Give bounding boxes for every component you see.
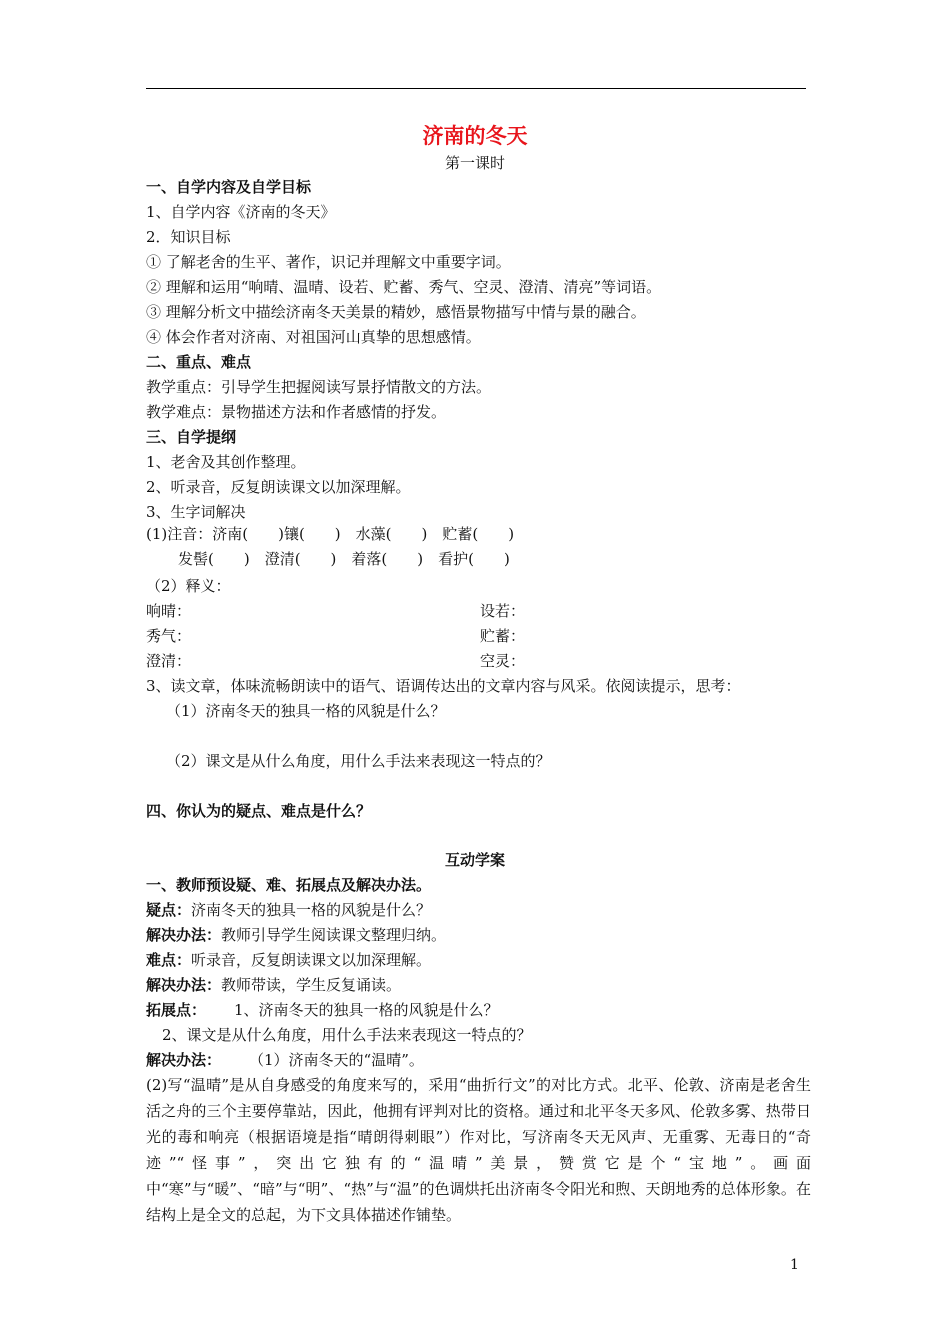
doubt-label: 疑点： (146, 901, 192, 919)
header-rule (146, 88, 806, 89)
definition-term: 空灵： (480, 652, 526, 670)
difficulty-label: 难点： (146, 951, 192, 969)
page-title: 济南的冬天 (422, 123, 528, 148)
s3-line4: 3、读文章，体味流畅朗读中的语气、语调传达出的文章内容与风采。依阅读提示，思考： (146, 677, 741, 695)
s3-line3: 3、生字词解决 (146, 503, 246, 521)
question-1: （1）济南冬天的独具一格的风貌是什么？ (166, 702, 446, 720)
solution-row-2 (146, 975, 401, 995)
s1-line5: ③ 理解分析文中描绘济南冬天美景的精妙，感悟景物描写中情与景的融合。 (146, 303, 646, 321)
pinyin-row-1: (1)注音：济南( )镶( ) 水藻( ) 贮蓄( ) (146, 525, 515, 543)
definition-term: 贮蓄： (480, 627, 526, 645)
s1-line3: ① 了解老舍的生平、著作，识记并理解文中重要字词。 (146, 253, 511, 271)
difficulty-text: 听录音，反复朗读课文以加深理解。 (191, 951, 432, 969)
s3-line2: 2、听录音，反复朗读课文以加深理解。 (146, 478, 411, 496)
extension-label: 拓展点： (146, 1001, 207, 1019)
doubt-text: 济南冬天的独具一格的风貌是什么？ (191, 901, 432, 919)
s3-line1: 1、老舍及其创作整理。 (146, 453, 306, 471)
definition-term: 设若： (480, 602, 526, 620)
s1-line1: 1、自学内容《济南的冬天》 (146, 203, 336, 221)
s1-line2: 2．知识目标 (146, 228, 231, 246)
solution-text: 教师带读，学生反复诵读。 (221, 976, 402, 994)
definition-term: 响晴： (146, 602, 192, 620)
extension-text: 1、济南冬天的独具一格的风貌是什么？ (234, 1001, 499, 1019)
difficulty-row (146, 950, 431, 970)
section1-heading: 一、自学内容及自学目标 (146, 178, 312, 196)
s2-line2: 教学难点：景物描述方法和作者感情的抒发。 (146, 403, 447, 421)
s1-line6: ④ 体会作者对济南、对祖国河山真挚的思想感情。 (146, 328, 481, 346)
question-2: （2）课文是从什么角度，用什么手法来表现这一特点的？ (166, 752, 551, 770)
page-subtitle: 第一课时 (444, 154, 505, 172)
section4-heading: 四、你认为的疑点、难点是什么？ (146, 802, 372, 820)
pinyin-row-2: 发髻( ) 澄清( ) 着落( ) 看护( ) (178, 550, 510, 568)
extension-text-2: 2、课文是从什么角度，用什么手法来表现这一特点的？ (162, 1026, 532, 1044)
interactive-subheading: 一、教师预设疑、难、拓展点及解决办法。 (146, 876, 432, 894)
doubt-row (146, 900, 431, 920)
solution-text: 教师引导学生阅读课文整理归纳。 (221, 926, 447, 944)
solution-label: 解决办法： (146, 976, 222, 994)
solution-label: 解决办法： (146, 926, 222, 944)
solution-label: 解决办法： (146, 1051, 222, 1069)
definition-term: 秀气： (146, 627, 192, 645)
s2-line1: 教学重点：引导学生把握阅读写景抒情散文的方法。 (146, 378, 492, 396)
solution-text: （1）济南冬天的“温晴”。 (249, 1051, 424, 1069)
solution-row-3 (146, 1050, 424, 1070)
extension-row (146, 1000, 499, 1020)
s1-line4: ② 理解和运用“响晴、温晴、设若、贮蓄、秀气、空灵、澄清、清亮”等词语。 (146, 278, 662, 296)
analysis-paragraph: (2)写“温晴”是从自身感受的角度来写的，采用“曲折行文”的对比方式。北平、伦敦、济南是老舍生活之舟的三个主要停靠站，因此，他拥有评判对比的资格。通过和北平冬天多风、伦敦多雾、热带日光的毒和响亮（根据语境是指“晴朗得刺眼”）作对比，写济南冬天无风声、无重雾、无毒日的“奇迹”“怪事”，突出它独有的“温晴”美景，赞赏它是个“宝地”。画面中“寒”与“暖”、“暗”与“明”、“热”与“温”的色调烘托出济南冬令阳光和煦、天朗地秀的总体形象。在结构上是全文的总起，为下文具体描述作铺垫。 (146, 1076, 811, 1224)
solution-row-1 (146, 925, 446, 945)
section3-heading: 三、自学提纲 (146, 428, 237, 446)
section2-heading: 二、重点、难点 (146, 353, 252, 371)
page-number: 1 (790, 1257, 799, 1273)
definition-label: （2）释义： (146, 577, 231, 595)
definition-term: 澄清： (146, 652, 192, 670)
interactive-heading: 互动学案 (444, 851, 505, 869)
